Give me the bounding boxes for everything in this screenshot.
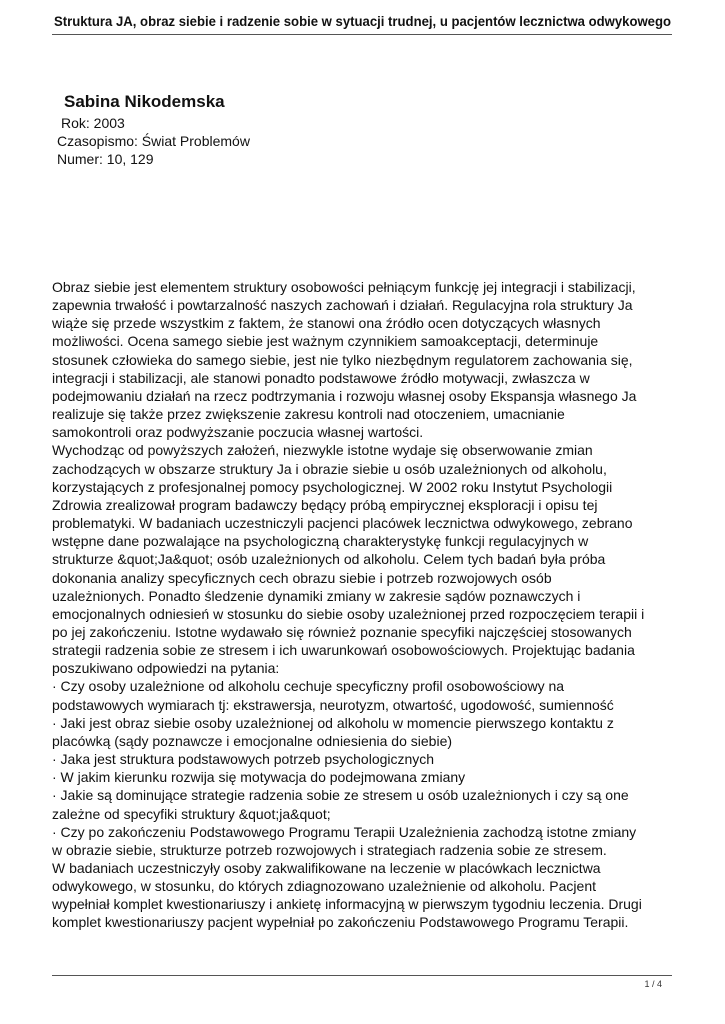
body-text-line: podstawowych wymiarach tj: ekstrawersja, neurotyzm, otwartość, ugodowość, sumienność — [52, 696, 614, 713]
article-journal: Czasopismo: Świat Problemów — [57, 133, 250, 149]
body-text-line: odwykowego, w stosunku, do których zdiagnozowano uzależnienie od alkoholu. Pacjent — [52, 878, 597, 895]
header-divider — [52, 34, 672, 35]
page-number: 1 / 4 — [644, 979, 662, 989]
body-text-line: po jej zakończeniu. Istotne wydawało się również poznanie specyfiki najczęściej stosowanych — [52, 623, 632, 640]
body-text-line: W badaniach uczestniczyły osoby zakwalifikowane na leczenie w placówkach lecznictwa — [52, 860, 601, 876]
body-text-line: · Jaka jest struktura podstawowych potrzeb psychologicznych — [52, 751, 435, 768]
body-text-line: integracji i stabilizacji, ale stanowi ponadto podstawowe źródło motywacji, zwłaszcza w — [52, 369, 590, 386]
body-text-line: poszukiwano odpowiedzi na pytania: — [52, 660, 280, 677]
article-author: Sabina Nikodemska — [64, 92, 225, 111]
body-text-line: · W jakim kierunku rozwija się motywacja do podejmowana zmiany — [52, 769, 466, 786]
article-year: Rok: 2003 — [61, 115, 125, 131]
body-text-line: · Jakie są dominujące strategie radzenia sobie ze stresem u osób uzależnionych i czy są one — [52, 787, 629, 804]
body-text-line: zależne od specyfiki struktury &quot;ja&quot; — [52, 805, 331, 822]
body-text-line: · Jaki jest obraz siebie osoby uzależnionej od alkoholu w momencie pierwszego kontaktu z — [52, 714, 614, 731]
body-text-line: korzystających z profesjonalnej pomocy psychologicznej. W 2002 roku Instytut Psychologii — [52, 478, 613, 495]
body-text-line: wypełniał komplet kwestionariuszy i ankietę informacyjną w pierwszym tygodniu leczenia. Drugi — [52, 896, 642, 913]
body-text-line: · Czy osoby uzależnione od alkoholu cechuje specyficzny profil osobowościowy na — [52, 678, 565, 695]
body-text-line: dokonania analizy specyficznych cech obrazu siebie i potrzeb rozwojowych osób — [52, 569, 552, 586]
body-text-line: samokontroli oraz podwyższanie poczucia własnej wartości. — [52, 424, 424, 441]
body-text-line: Wychodząc od powyższych założeń, niezwykle istotne wydaje się obserwowanie zmian — [52, 442, 593, 459]
body-text-line: strukturze &quot;Ja&quot; osób uzależnionych od alkoholu. Celem tych badań była próba — [52, 551, 606, 568]
body-text-line: · Czy po zakończeniu Podstawowego Programu Terapii Uzależnienia zachodzą istotne zmiany — [52, 823, 637, 840]
body-text-line: komplet kwestionariuszy pacjent wypełniał po zakończeniu Podstawowego Programu Terapii. — [52, 914, 629, 931]
footer-divider — [52, 975, 672, 976]
body-text-line: uzależnionych. Ponadto śledzenie dynamiki zmiany w zakresie sądów poznawczych i — [52, 587, 581, 604]
article-body — [52, 278, 674, 932]
body-text-line: możliwości. Ocena samego siebie jest ważnym czynnikiem samoakceptacji, determinuje — [52, 333, 599, 350]
body-text-line: w obrazie siebie, strukturze potrzeb rozwojowych i strategiach radzenia sobie ze stresem. — [52, 841, 607, 858]
body-text-line: placówką (sądy poznawcze i emocjonalne odniesienia do siebie) — [52, 732, 453, 749]
body-text-line: zachodzących w obszarze struktury Ja i obrazie siebie u osób uzależnionych od alkoholu, — [52, 460, 607, 477]
body-text-line: realizuje się także przez zwiększenie zakresu kontroli nad otoczeniem, umacnianie — [52, 406, 565, 423]
body-text-line: zapewnia trwałość i powtarzalność naszych zachowań i działań. Regulacyjna rola struktury Ja — [52, 297, 633, 314]
body-text-line: strategii radzenia sobie ze stresem i ich uwarunkowań osobowościowych. Projektując badania — [52, 642, 635, 659]
body-text-line: podejmowaniu działań na rzecz podtrzymania i rozwoju własnej osoby Ekspansja własnego Ja — [52, 387, 637, 404]
body-text-line: wiąże się przede wszystkim z faktem, że stanowi ona źródło ocen dotyczących własnych — [52, 315, 601, 332]
body-text-line: wstępne dane pozwalające na psychologiczną charakterystykę funkcji regulacyjnych w — [52, 533, 589, 550]
body-text-line: emocjonalnych odniesień w stosunku do siebie osoby uzależnionej przed rozpoczęciem terapii i — [52, 605, 645, 622]
body-text-line: stosunek człowieka do samego siebie, jest nie tylko niezbędnym regulatorem zachowania się, — [52, 351, 633, 368]
body-text-line: problematyki. W badaniach uczestniczyli pacjenci placówek lecznictwa odwykowego, zebrano — [52, 515, 633, 532]
article-issue: Numer: 10, 129 — [57, 151, 154, 167]
page-header-title: Struktura JA, obraz siebie i radzenie sobie w sytuacji trudnej, u pacjentów lecznictwa odwykowego — [53, 14, 672, 29]
body-text-line: Obraz siebie jest elementem struktury osobowości pełniącym funkcję jej integracji i stabilizacji, — [52, 279, 636, 295]
body-text-line: Zdrowia zrealizował program badawczy będący próbą empirycznej eksploracji i opisu tej — [52, 496, 598, 513]
